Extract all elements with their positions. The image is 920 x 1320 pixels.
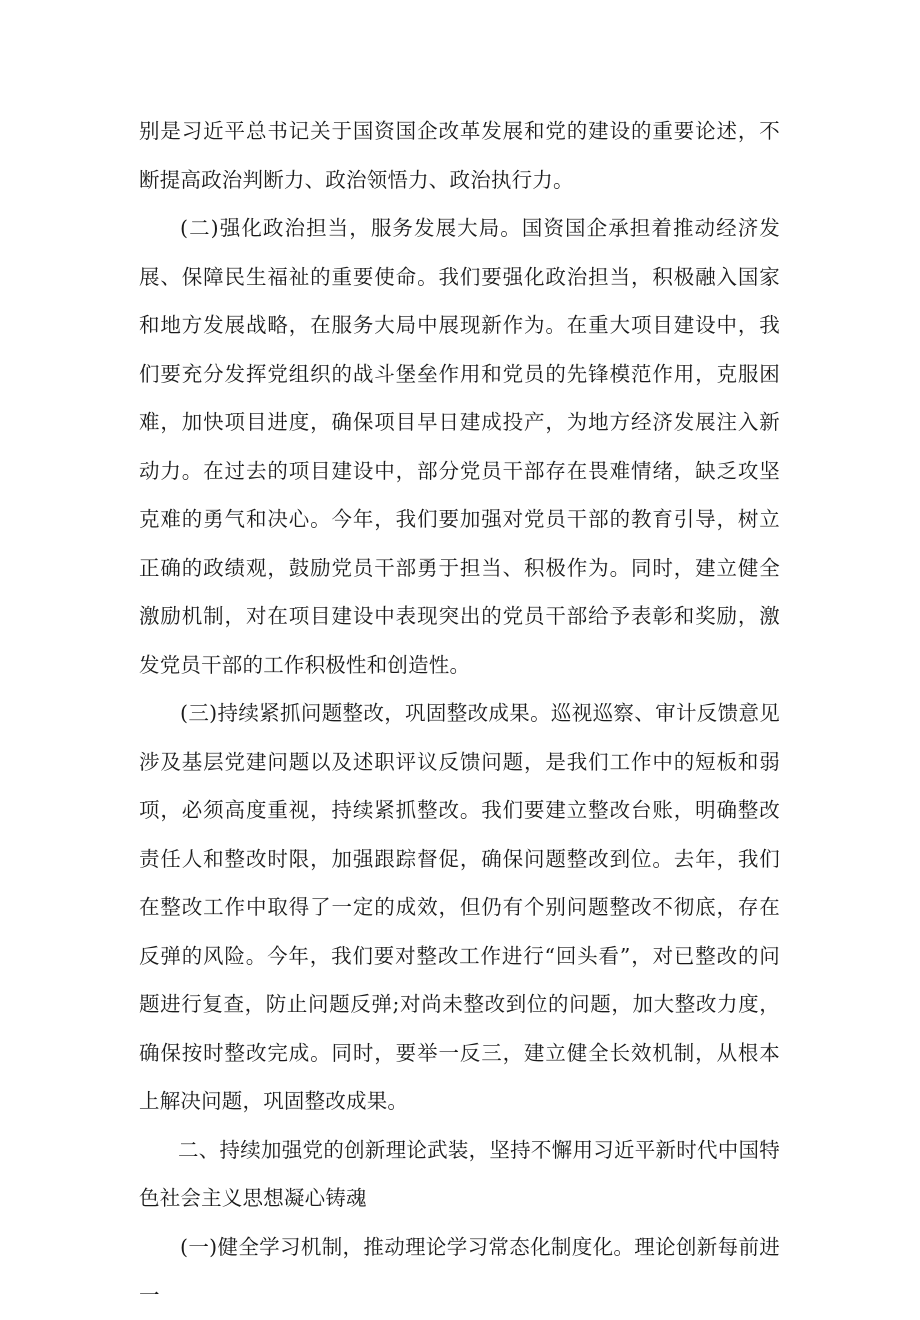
paragraph-problem-rectification: (三)持续紧抓问题整改，巩固整改成果。巡视巡察、审计反馈意见涉及基层党建问题以及述职评议反馈问题，是我们工作中的短板和弱项，必须高度重视，持续紧抓整改。我们要建立整改台账，明确整改责任人和整改时限，加强跟踪督促，确保问题整改到位。去年，我们在整改工作中取得了一定的成效，但仍有个别问题整改不彻底，存在反弹的风险。今年，我们要对整改工作进行“回头看”，对已整改的问题进行复查，防止问题反弹;对尚未整改到位的问题，加大整改力度，确保按时整改完成。同时，要举一反三，建立健全长效机制，从根本上解决问题，巩固整改成果。 xyxy=(139,701,780,1113)
paragraph-learning-mechanism: (一)健全学习机制，推动理论学习常态化制度化。理论创新每前进一 xyxy=(139,1234,780,1307)
section-heading-theory-armament: 二、持续加强党的创新理论武装，坚持不懈用习近平新时代中国特色社会主义思想凝心铸魂 xyxy=(139,1137,780,1210)
document-body xyxy=(139,107,780,1320)
paragraph-continuation: 别是习近平总书记关于国资国企改革发展和党的建设的重要论述，不断提高政治判断力、政治领悟力、政治执行力。 xyxy=(139,119,780,192)
paragraph-political-responsibility: (二)强化政治担当，服务发展大局。国资国企承担着推动经济发展、保障民生福祉的重要使命。我们要强化政治担当，积极融入国家和地方发展战略，在服务大局中展现新作为。在重大项目建设中，我们要充分发挥党组织的战斗堡垒作用和党员的先锋模范作用，克服困难，加快项目进度，确保项目早日建成投产，为地方经济发展注入新动力。在过去的项目建设中，部分党员干部存在畏难情绪，缺乏攻坚克难的勇气和决心。今年，我们要加强对党员干部的教育引导，树立正确的政绩观，鼓励党员干部勇于担当、积极作为。同时，建立健全激励机制，对在项目建设中表现突出的党员干部给予表彰和奖励，激发党员干部的工作积极性和创造性。 xyxy=(139,216,780,677)
